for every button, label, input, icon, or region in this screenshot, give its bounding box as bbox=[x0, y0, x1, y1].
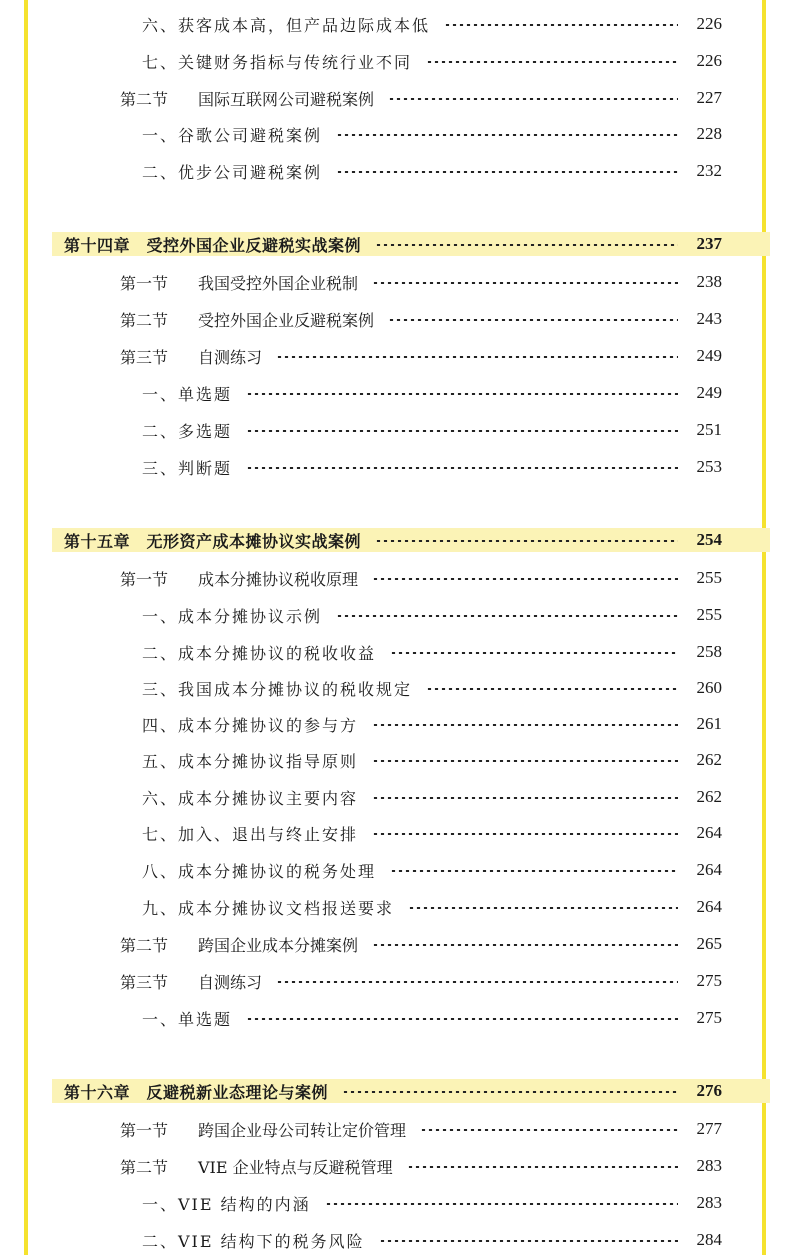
chapter-title: 受控外国企业反避税实战案例 bbox=[146, 235, 362, 255]
toc-section-row bbox=[120, 565, 722, 591]
dot-leader bbox=[372, 944, 678, 946]
section-number: 第二节 bbox=[120, 310, 169, 330]
section-title: 自测练习 bbox=[198, 347, 263, 367]
page-number: 249 bbox=[696, 383, 722, 402]
page-number: 284 bbox=[696, 1230, 722, 1249]
toc-section-heading bbox=[120, 970, 262, 993]
dot-leader bbox=[426, 61, 678, 63]
page-number: 232 bbox=[696, 161, 722, 180]
page-number: 265 bbox=[696, 934, 722, 953]
toc-section-row bbox=[120, 1153, 722, 1179]
toc-item-row bbox=[142, 711, 722, 737]
page-number: 262 bbox=[696, 787, 722, 806]
toc-item-row bbox=[142, 121, 722, 147]
chapter-title: 无形资产成本摊协议实战案例 bbox=[146, 531, 362, 551]
page-number: 251 bbox=[696, 420, 722, 439]
dot-leader bbox=[246, 1018, 678, 1020]
dot-leader bbox=[379, 1240, 678, 1242]
page-number: 255 bbox=[696, 568, 722, 587]
page-number: 249 bbox=[696, 346, 722, 365]
section-number: 第三节 bbox=[120, 347, 169, 367]
toc-item-row bbox=[142, 747, 722, 773]
toc-section-heading bbox=[120, 567, 358, 590]
chapter-number: 第十四章 bbox=[64, 235, 131, 255]
page-number: 283 bbox=[696, 1156, 722, 1175]
toc-item-label: 三、我国成本分摊协议的税收规定 bbox=[142, 679, 413, 699]
toc-chapter-row bbox=[52, 1079, 770, 1103]
page-number: 264 bbox=[696, 823, 722, 842]
toc-item-label: 一、单选题 bbox=[142, 1009, 233, 1029]
page-number: 226 bbox=[696, 14, 722, 33]
section-title: 我国受控外国企业税制 bbox=[198, 273, 359, 293]
toc-item-row bbox=[142, 675, 722, 701]
page-number: 277 bbox=[696, 1119, 722, 1138]
toc-item-label: 七、关键财务指标与传统行业不同 bbox=[142, 52, 413, 72]
toc-item-label: 六、获客成本高，但产品边际成本低 bbox=[142, 15, 431, 35]
dot-leader bbox=[276, 981, 678, 983]
dot-leader bbox=[375, 244, 678, 246]
toc-item-row bbox=[142, 1005, 722, 1031]
toc-item-label: 一、VIE 结构的内涵 bbox=[142, 1194, 311, 1214]
toc-item-row bbox=[142, 1190, 722, 1216]
page-number: 262 bbox=[696, 750, 722, 769]
section-number: 第一节 bbox=[120, 569, 169, 589]
toc-chapter-row bbox=[52, 528, 770, 552]
toc-item-label: 五、成本分摊协议指导原则 bbox=[142, 751, 359, 771]
dot-leader bbox=[444, 24, 678, 26]
toc-section-heading bbox=[120, 271, 358, 294]
section-number: 第二节 bbox=[120, 89, 169, 109]
toc-item-label: 八、成本分摊协议的税务处理 bbox=[142, 861, 377, 881]
toc-item-row bbox=[142, 380, 722, 406]
dot-leader bbox=[336, 171, 678, 173]
dot-leader bbox=[336, 134, 678, 136]
page-number: 283 bbox=[696, 1193, 722, 1212]
toc-item-label: 四、成本分摊协议的参与方 bbox=[142, 715, 359, 735]
page-number: 238 bbox=[696, 272, 722, 291]
section-number: 第三节 bbox=[120, 972, 169, 992]
toc-item-row bbox=[142, 11, 722, 37]
page-number: 261 bbox=[696, 714, 722, 733]
section-number: 第一节 bbox=[120, 273, 169, 293]
toc-item-label: 二、成本分摊协议的税收收益 bbox=[142, 643, 377, 663]
toc-chapter-heading bbox=[52, 1080, 328, 1103]
dot-leader bbox=[276, 356, 678, 358]
page-number: 237 bbox=[696, 234, 722, 253]
toc-item-row bbox=[142, 1227, 722, 1253]
page-number: 228 bbox=[696, 124, 722, 143]
toc-item-label: 一、谷歌公司避税案例 bbox=[142, 125, 323, 145]
toc-section-heading bbox=[120, 345, 262, 368]
toc-item-label: 一、单选题 bbox=[142, 384, 233, 404]
section-title: 受控外国企业反避税案例 bbox=[198, 310, 375, 330]
toc-section-heading bbox=[120, 308, 374, 331]
toc-item-row bbox=[142, 417, 722, 443]
page-number: 258 bbox=[696, 642, 722, 661]
toc-item-row bbox=[142, 820, 722, 846]
page-number: 255 bbox=[696, 605, 722, 624]
page-number: 260 bbox=[696, 678, 722, 697]
page-number: 264 bbox=[696, 860, 722, 879]
page-number: 227 bbox=[696, 88, 722, 107]
dot-leader bbox=[426, 688, 678, 690]
toc-section-row bbox=[120, 1116, 722, 1142]
section-number: 第一节 bbox=[120, 1120, 169, 1140]
page-number: 264 bbox=[696, 897, 722, 916]
dot-leader bbox=[372, 797, 678, 799]
toc-item-row bbox=[142, 639, 722, 665]
section-number: 第二节 bbox=[120, 935, 169, 955]
toc-section-row bbox=[120, 269, 722, 295]
page-number: 226 bbox=[696, 51, 722, 70]
chapter-number: 第十六章 bbox=[64, 1082, 131, 1102]
toc-item-row bbox=[142, 894, 722, 920]
dot-leader bbox=[342, 1091, 678, 1093]
dot-leader bbox=[390, 652, 678, 654]
section-title: 自测练习 bbox=[198, 972, 263, 992]
dot-leader bbox=[325, 1203, 678, 1205]
dot-leader bbox=[336, 615, 678, 617]
toc-item-row bbox=[142, 454, 722, 480]
dot-leader bbox=[246, 393, 678, 395]
toc-section-row bbox=[120, 968, 722, 994]
toc-chapter-heading bbox=[52, 529, 361, 552]
toc-section-heading bbox=[120, 933, 358, 956]
toc-section-row bbox=[120, 306, 722, 332]
dot-leader bbox=[390, 870, 678, 872]
dot-leader bbox=[372, 833, 678, 835]
toc-section-heading bbox=[120, 1155, 393, 1178]
toc-item-row bbox=[142, 784, 722, 810]
page-number: 275 bbox=[696, 1008, 722, 1027]
page-number: 243 bbox=[696, 309, 722, 328]
dot-leader bbox=[388, 98, 678, 100]
dot-leader bbox=[420, 1129, 678, 1131]
page-number: 254 bbox=[696, 530, 722, 549]
toc-item-row bbox=[142, 158, 722, 184]
section-title: 成本分摊协议税收原理 bbox=[198, 569, 359, 589]
dot-leader bbox=[372, 578, 678, 580]
toc-section-row bbox=[120, 85, 722, 111]
chapter-title: 反避税新业态理论与案例 bbox=[146, 1082, 329, 1102]
dot-leader bbox=[388, 319, 678, 321]
toc-item-label: 三、判断题 bbox=[142, 458, 233, 478]
section-title: 跨国企业成本分摊案例 bbox=[198, 935, 359, 955]
toc-chapter-heading bbox=[52, 233, 361, 256]
toc-item-label: 九、成本分摊协议文档报送要求 bbox=[142, 898, 395, 918]
dot-leader bbox=[372, 724, 678, 726]
toc-item-label: 二、VIE 结构下的税务风险 bbox=[142, 1231, 365, 1251]
page-number: 275 bbox=[696, 971, 722, 990]
dot-leader bbox=[372, 760, 678, 762]
page-number: 253 bbox=[696, 457, 722, 476]
toc-item-row bbox=[142, 602, 722, 628]
section-title: VIE 企业特点与反避税管理 bbox=[198, 1157, 393, 1177]
page-number: 276 bbox=[696, 1081, 722, 1100]
section-number: 第二节 bbox=[120, 1157, 169, 1177]
dot-leader bbox=[246, 467, 678, 469]
dot-leader bbox=[408, 907, 678, 909]
chapter-number: 第十五章 bbox=[64, 531, 131, 551]
dot-leader bbox=[372, 282, 678, 284]
toc-section-row bbox=[120, 343, 722, 369]
toc-item-row bbox=[142, 48, 722, 74]
toc-chapter-row bbox=[52, 232, 770, 256]
toc-section-heading bbox=[120, 87, 374, 110]
toc-item-label: 二、多选题 bbox=[142, 421, 233, 441]
dot-leader bbox=[246, 430, 678, 432]
dot-leader bbox=[375, 540, 678, 542]
toc-item-label: 一、成本分摊协议示例 bbox=[142, 606, 323, 626]
section-title: 国际互联网公司避税案例 bbox=[198, 89, 375, 109]
toc-item-label: 二、优步公司避税案例 bbox=[142, 162, 323, 182]
toc-item-label: 七、加入、退出与终止安排 bbox=[142, 824, 359, 844]
toc-section-heading bbox=[120, 1118, 406, 1141]
toc-item-label: 六、成本分摊协议主要内容 bbox=[142, 788, 359, 808]
section-title: 跨国企业母公司转让定价管理 bbox=[198, 1120, 407, 1140]
toc-item-row bbox=[142, 857, 722, 883]
dot-leader bbox=[407, 1166, 678, 1168]
toc-section-row bbox=[120, 931, 722, 957]
